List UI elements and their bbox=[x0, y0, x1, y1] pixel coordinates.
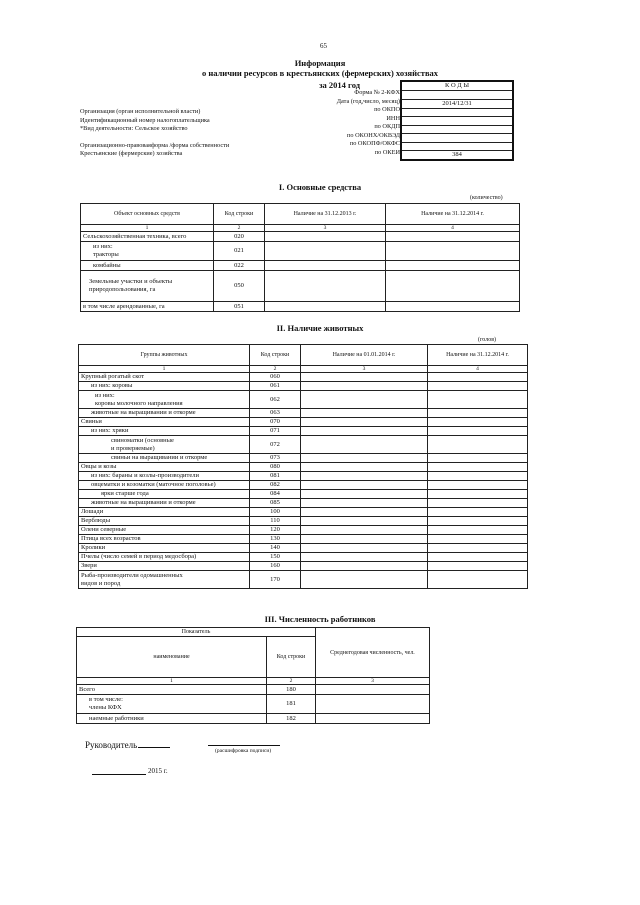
value-cell[interactable] bbox=[386, 232, 520, 242]
org-line: Крестьянские (фермерские) хозяйства bbox=[80, 150, 183, 157]
value-cell[interactable] bbox=[386, 242, 520, 261]
table-row bbox=[77, 714, 430, 724]
form-year: за 2014 год bbox=[319, 80, 360, 90]
table-row bbox=[79, 463, 528, 472]
table-row bbox=[79, 418, 528, 427]
value-cell[interactable] bbox=[428, 472, 528, 481]
value-cell[interactable] bbox=[265, 271, 386, 302]
col-number: 3 bbox=[265, 225, 386, 232]
row-name: Олени северные bbox=[79, 526, 250, 535]
code-value[interactable] bbox=[401, 134, 513, 143]
table-row bbox=[79, 490, 528, 499]
value-cell[interactable] bbox=[428, 481, 528, 490]
value-cell[interactable] bbox=[301, 526, 428, 535]
col-header: Группы животных bbox=[79, 345, 250, 366]
value-cell[interactable] bbox=[301, 391, 428, 409]
value-cell[interactable] bbox=[428, 391, 528, 409]
value-cell[interactable] bbox=[428, 382, 528, 391]
value-cell[interactable] bbox=[265, 302, 386, 312]
value-cell[interactable] bbox=[428, 373, 528, 382]
col-number: 2 bbox=[267, 678, 316, 685]
value-cell[interactable] bbox=[428, 427, 528, 436]
value-cell[interactable] bbox=[428, 436, 528, 454]
code-value[interactable]: 384 bbox=[401, 151, 513, 161]
value-cell[interactable] bbox=[301, 508, 428, 517]
row-code: 020 bbox=[214, 232, 265, 242]
col-header: Код строки bbox=[214, 204, 265, 225]
code-label: по ОКДП bbox=[374, 123, 400, 130]
value-cell[interactable] bbox=[301, 418, 428, 427]
row-code: 081 bbox=[250, 472, 301, 481]
col-number: 4 bbox=[428, 366, 528, 373]
value-cell[interactable] bbox=[301, 544, 428, 553]
value-cell[interactable] bbox=[386, 261, 520, 271]
section1-unit: (количество) bbox=[470, 195, 503, 201]
table-row bbox=[79, 373, 528, 382]
table-row bbox=[81, 261, 520, 271]
value-cell[interactable] bbox=[301, 553, 428, 562]
row-code: 181 bbox=[267, 695, 316, 714]
head-label: Руководитель bbox=[85, 740, 138, 750]
col-header: Наличие на 01.01.2014 г. bbox=[301, 345, 428, 366]
sig-decode-line[interactable] bbox=[208, 745, 280, 746]
row-name: из них: бараны и козлы-производители bbox=[79, 472, 250, 481]
table-row bbox=[79, 481, 528, 490]
value-cell[interactable] bbox=[428, 517, 528, 526]
table-row bbox=[77, 695, 430, 714]
col-number: 1 bbox=[77, 678, 267, 685]
table-row bbox=[79, 382, 528, 391]
row-name: в том числе арендованные, га bbox=[81, 302, 214, 312]
row-name: наемные работники bbox=[77, 714, 267, 724]
date-line[interactable] bbox=[92, 774, 146, 775]
code-label: Форма № 2-КФХ bbox=[354, 89, 400, 96]
value-cell[interactable] bbox=[428, 490, 528, 499]
row-code: 085 bbox=[250, 499, 301, 508]
value-cell[interactable] bbox=[301, 517, 428, 526]
value-cell[interactable] bbox=[301, 427, 428, 436]
row-name: Птица всех возрастов bbox=[79, 535, 250, 544]
row-name: Рыба-производители одомашненных видов и пород bbox=[79, 571, 250, 589]
col-header: Наличие на 31.12.2014 г. bbox=[428, 345, 528, 366]
col-header: наименование bbox=[77, 637, 267, 678]
table-row bbox=[79, 562, 528, 571]
value-cell[interactable] bbox=[428, 463, 528, 472]
row-code: 073 bbox=[250, 454, 301, 463]
code-value[interactable]: 2014/12/31 bbox=[401, 99, 513, 108]
row-name: Кролики bbox=[79, 544, 250, 553]
code-value[interactable] bbox=[401, 142, 513, 151]
row-name: Сельскохозяйственная техника, всего bbox=[81, 232, 214, 242]
sig-caption: (расшифровка подписи) bbox=[215, 748, 272, 754]
row-code: 072 bbox=[250, 436, 301, 454]
section3-table bbox=[76, 627, 430, 724]
col-number: 2 bbox=[214, 225, 265, 232]
table-row bbox=[79, 499, 528, 508]
row-name: свиноматки (основные и проверяемые) bbox=[79, 436, 250, 454]
col-number: 2 bbox=[250, 366, 301, 373]
org-block bbox=[80, 108, 320, 159]
table-row bbox=[81, 302, 520, 312]
table-row bbox=[79, 535, 528, 544]
row-name: из них: тракторы bbox=[81, 242, 214, 261]
section1-table bbox=[80, 203, 520, 312]
row-name: свиньи на выращивании и откорме bbox=[79, 454, 250, 463]
table-row bbox=[81, 242, 520, 261]
code-value[interactable] bbox=[401, 91, 513, 100]
col-number: 1 bbox=[79, 366, 250, 373]
value-cell[interactable] bbox=[265, 232, 386, 242]
value-cell[interactable] bbox=[301, 373, 428, 382]
table-row bbox=[81, 271, 520, 302]
value-cell[interactable] bbox=[301, 481, 428, 490]
value-cell[interactable] bbox=[301, 454, 428, 463]
table-row bbox=[79, 427, 528, 436]
value-cell[interactable] bbox=[301, 382, 428, 391]
row-code: 130 bbox=[250, 535, 301, 544]
row-code: 051 bbox=[214, 302, 265, 312]
col-header: Код строки bbox=[250, 345, 301, 366]
row-code: 160 bbox=[250, 562, 301, 571]
code-value[interactable] bbox=[401, 108, 513, 117]
row-code: 180 bbox=[267, 685, 316, 695]
code-label: по ОКОНХ/ОКВЭД bbox=[347, 131, 400, 139]
col-number: 3 bbox=[315, 678, 429, 685]
row-name: Звери bbox=[79, 562, 250, 571]
col-header: Объект основных средств bbox=[81, 204, 214, 225]
code-label: ИНН bbox=[386, 114, 400, 122]
value-cell[interactable] bbox=[428, 526, 528, 535]
row-name: Всего bbox=[77, 685, 267, 695]
code-label: по ОКЕИ bbox=[374, 148, 400, 156]
value-cell[interactable] bbox=[301, 472, 428, 481]
value-cell[interactable] bbox=[315, 695, 429, 714]
table-row bbox=[79, 553, 528, 562]
value-cell[interactable] bbox=[428, 553, 528, 562]
table-row bbox=[79, 391, 528, 409]
value-cell[interactable] bbox=[428, 508, 528, 517]
value-cell[interactable] bbox=[386, 271, 520, 302]
table-row bbox=[81, 232, 520, 242]
value-cell[interactable] bbox=[428, 562, 528, 571]
table-row bbox=[79, 544, 528, 553]
org-line: Организационно-правоваяформа /форма собственности bbox=[80, 141, 230, 149]
value-cell[interactable] bbox=[315, 714, 429, 724]
row-name: Верблюды bbox=[79, 517, 250, 526]
col-header: Наличие на 31.12.2013 г. bbox=[265, 204, 386, 225]
col-header: Среднегодовая численность, чел. bbox=[315, 628, 429, 678]
value-cell[interactable] bbox=[428, 454, 528, 463]
row-name: Свиньи bbox=[79, 418, 250, 427]
code-label: Дата (год,число, месяц) bbox=[336, 97, 400, 105]
code-value[interactable] bbox=[401, 117, 513, 126]
code-label: по ОКОПФ/ОКФС bbox=[349, 140, 400, 147]
col-number: 3 bbox=[301, 366, 428, 373]
form-subtitle: о наличии ресурсов в крестьянских (фермерских) хозяйствах bbox=[201, 68, 439, 78]
value-cell[interactable] bbox=[428, 499, 528, 508]
year-text: 2015 г. bbox=[148, 767, 168, 775]
row-name: из них: коровы bbox=[79, 382, 250, 391]
row-code: 100 bbox=[250, 508, 301, 517]
row-name: Пчелы (число семей в период медосбора) bbox=[79, 553, 250, 562]
section2-table bbox=[78, 344, 528, 589]
table-row bbox=[79, 526, 528, 535]
table-row bbox=[79, 436, 528, 454]
row-code: 080 bbox=[250, 463, 301, 472]
row-code: 050 bbox=[214, 271, 265, 302]
row-code: 084 bbox=[250, 490, 301, 499]
value-cell[interactable] bbox=[428, 418, 528, 427]
col-number: 1 bbox=[81, 225, 214, 232]
table-row bbox=[79, 454, 528, 463]
value-cell[interactable] bbox=[301, 535, 428, 544]
table-row bbox=[79, 517, 528, 526]
org-line: *Вид деятельности: Сельское хозяйство bbox=[80, 125, 188, 132]
table-row bbox=[77, 685, 430, 695]
row-code: 110 bbox=[250, 517, 301, 526]
value-cell[interactable] bbox=[428, 544, 528, 553]
row-name: Земельные участки и объекты природопользования, га bbox=[81, 271, 214, 302]
value-cell[interactable] bbox=[428, 409, 528, 418]
section2-unit: (голов) bbox=[478, 337, 497, 343]
row-name: животные на выращивании и откорме bbox=[79, 499, 250, 508]
row-code: 082 bbox=[250, 481, 301, 490]
row-code: 063 bbox=[250, 409, 301, 418]
org-line: Идентификационный номер налогоплательщика bbox=[80, 116, 210, 124]
row-name: ярки старше года bbox=[79, 490, 250, 499]
section1-title: I. Основные средства bbox=[278, 182, 362, 192]
value-cell[interactable] bbox=[315, 685, 429, 695]
row-code: 060 bbox=[250, 373, 301, 382]
org-line bbox=[80, 134, 320, 142]
value-cell[interactable] bbox=[301, 463, 428, 472]
row-name: в том числе: члены КФХ bbox=[77, 695, 267, 714]
org-line: Организация (орган исполнительной власти) bbox=[80, 108, 201, 115]
head-signature-line[interactable] bbox=[138, 747, 170, 748]
row-name: Крупный рогатый скот bbox=[79, 373, 250, 382]
col-header: Наличие на 31.12.2014 г. bbox=[386, 204, 520, 225]
table-row bbox=[79, 409, 528, 418]
row-name: из них: коровы молочного направления bbox=[79, 391, 250, 409]
section3-title: III. Численность работников bbox=[264, 614, 376, 624]
row-code: 070 bbox=[250, 418, 301, 427]
col-number: 4 bbox=[386, 225, 520, 232]
col-header: Код строки bbox=[267, 637, 316, 678]
row-name: овцематки и козоматки (маточное поголовье) bbox=[79, 481, 250, 490]
row-code: 120 bbox=[250, 526, 301, 535]
row-code: 150 bbox=[250, 553, 301, 562]
value-cell[interactable] bbox=[428, 571, 528, 589]
form-title: Информация bbox=[294, 58, 346, 68]
row-code: 021 bbox=[214, 242, 265, 261]
table-row bbox=[79, 571, 528, 589]
page-number: 65 bbox=[320, 42, 327, 50]
value-cell[interactable] bbox=[301, 499, 428, 508]
value-cell[interactable] bbox=[301, 490, 428, 499]
row-code: 022 bbox=[214, 261, 265, 271]
value-cell[interactable] bbox=[265, 242, 386, 261]
row-code: 071 bbox=[250, 427, 301, 436]
row-name: Лошади bbox=[79, 508, 250, 517]
row-code: 170 bbox=[250, 571, 301, 589]
value-cell[interactable] bbox=[428, 535, 528, 544]
codes-header: К О Д Ы bbox=[401, 81, 513, 91]
row-code: 061 bbox=[250, 382, 301, 391]
value-cell[interactable] bbox=[301, 436, 428, 454]
col-header: Показатель bbox=[77, 628, 316, 637]
row-name: комбайны bbox=[81, 261, 214, 271]
row-code: 062 bbox=[250, 391, 301, 409]
section2-title: II. Наличие животных bbox=[276, 323, 364, 333]
code-value[interactable] bbox=[401, 125, 513, 134]
row-code: 140 bbox=[250, 544, 301, 553]
value-cell[interactable] bbox=[301, 571, 428, 589]
table-row bbox=[79, 508, 528, 517]
row-name: животные на выращивании и откорме bbox=[79, 409, 250, 418]
codes-table bbox=[400, 80, 514, 161]
row-name: Овцы и козы bbox=[79, 463, 250, 472]
row-code: 182 bbox=[267, 714, 316, 724]
code-label: по ОКПО bbox=[374, 106, 400, 113]
value-cell[interactable] bbox=[301, 562, 428, 571]
row-name: из них: хряки bbox=[79, 427, 250, 436]
table-row bbox=[79, 472, 528, 481]
value-cell[interactable] bbox=[265, 261, 386, 271]
value-cell[interactable] bbox=[386, 302, 520, 312]
value-cell[interactable] bbox=[301, 409, 428, 418]
